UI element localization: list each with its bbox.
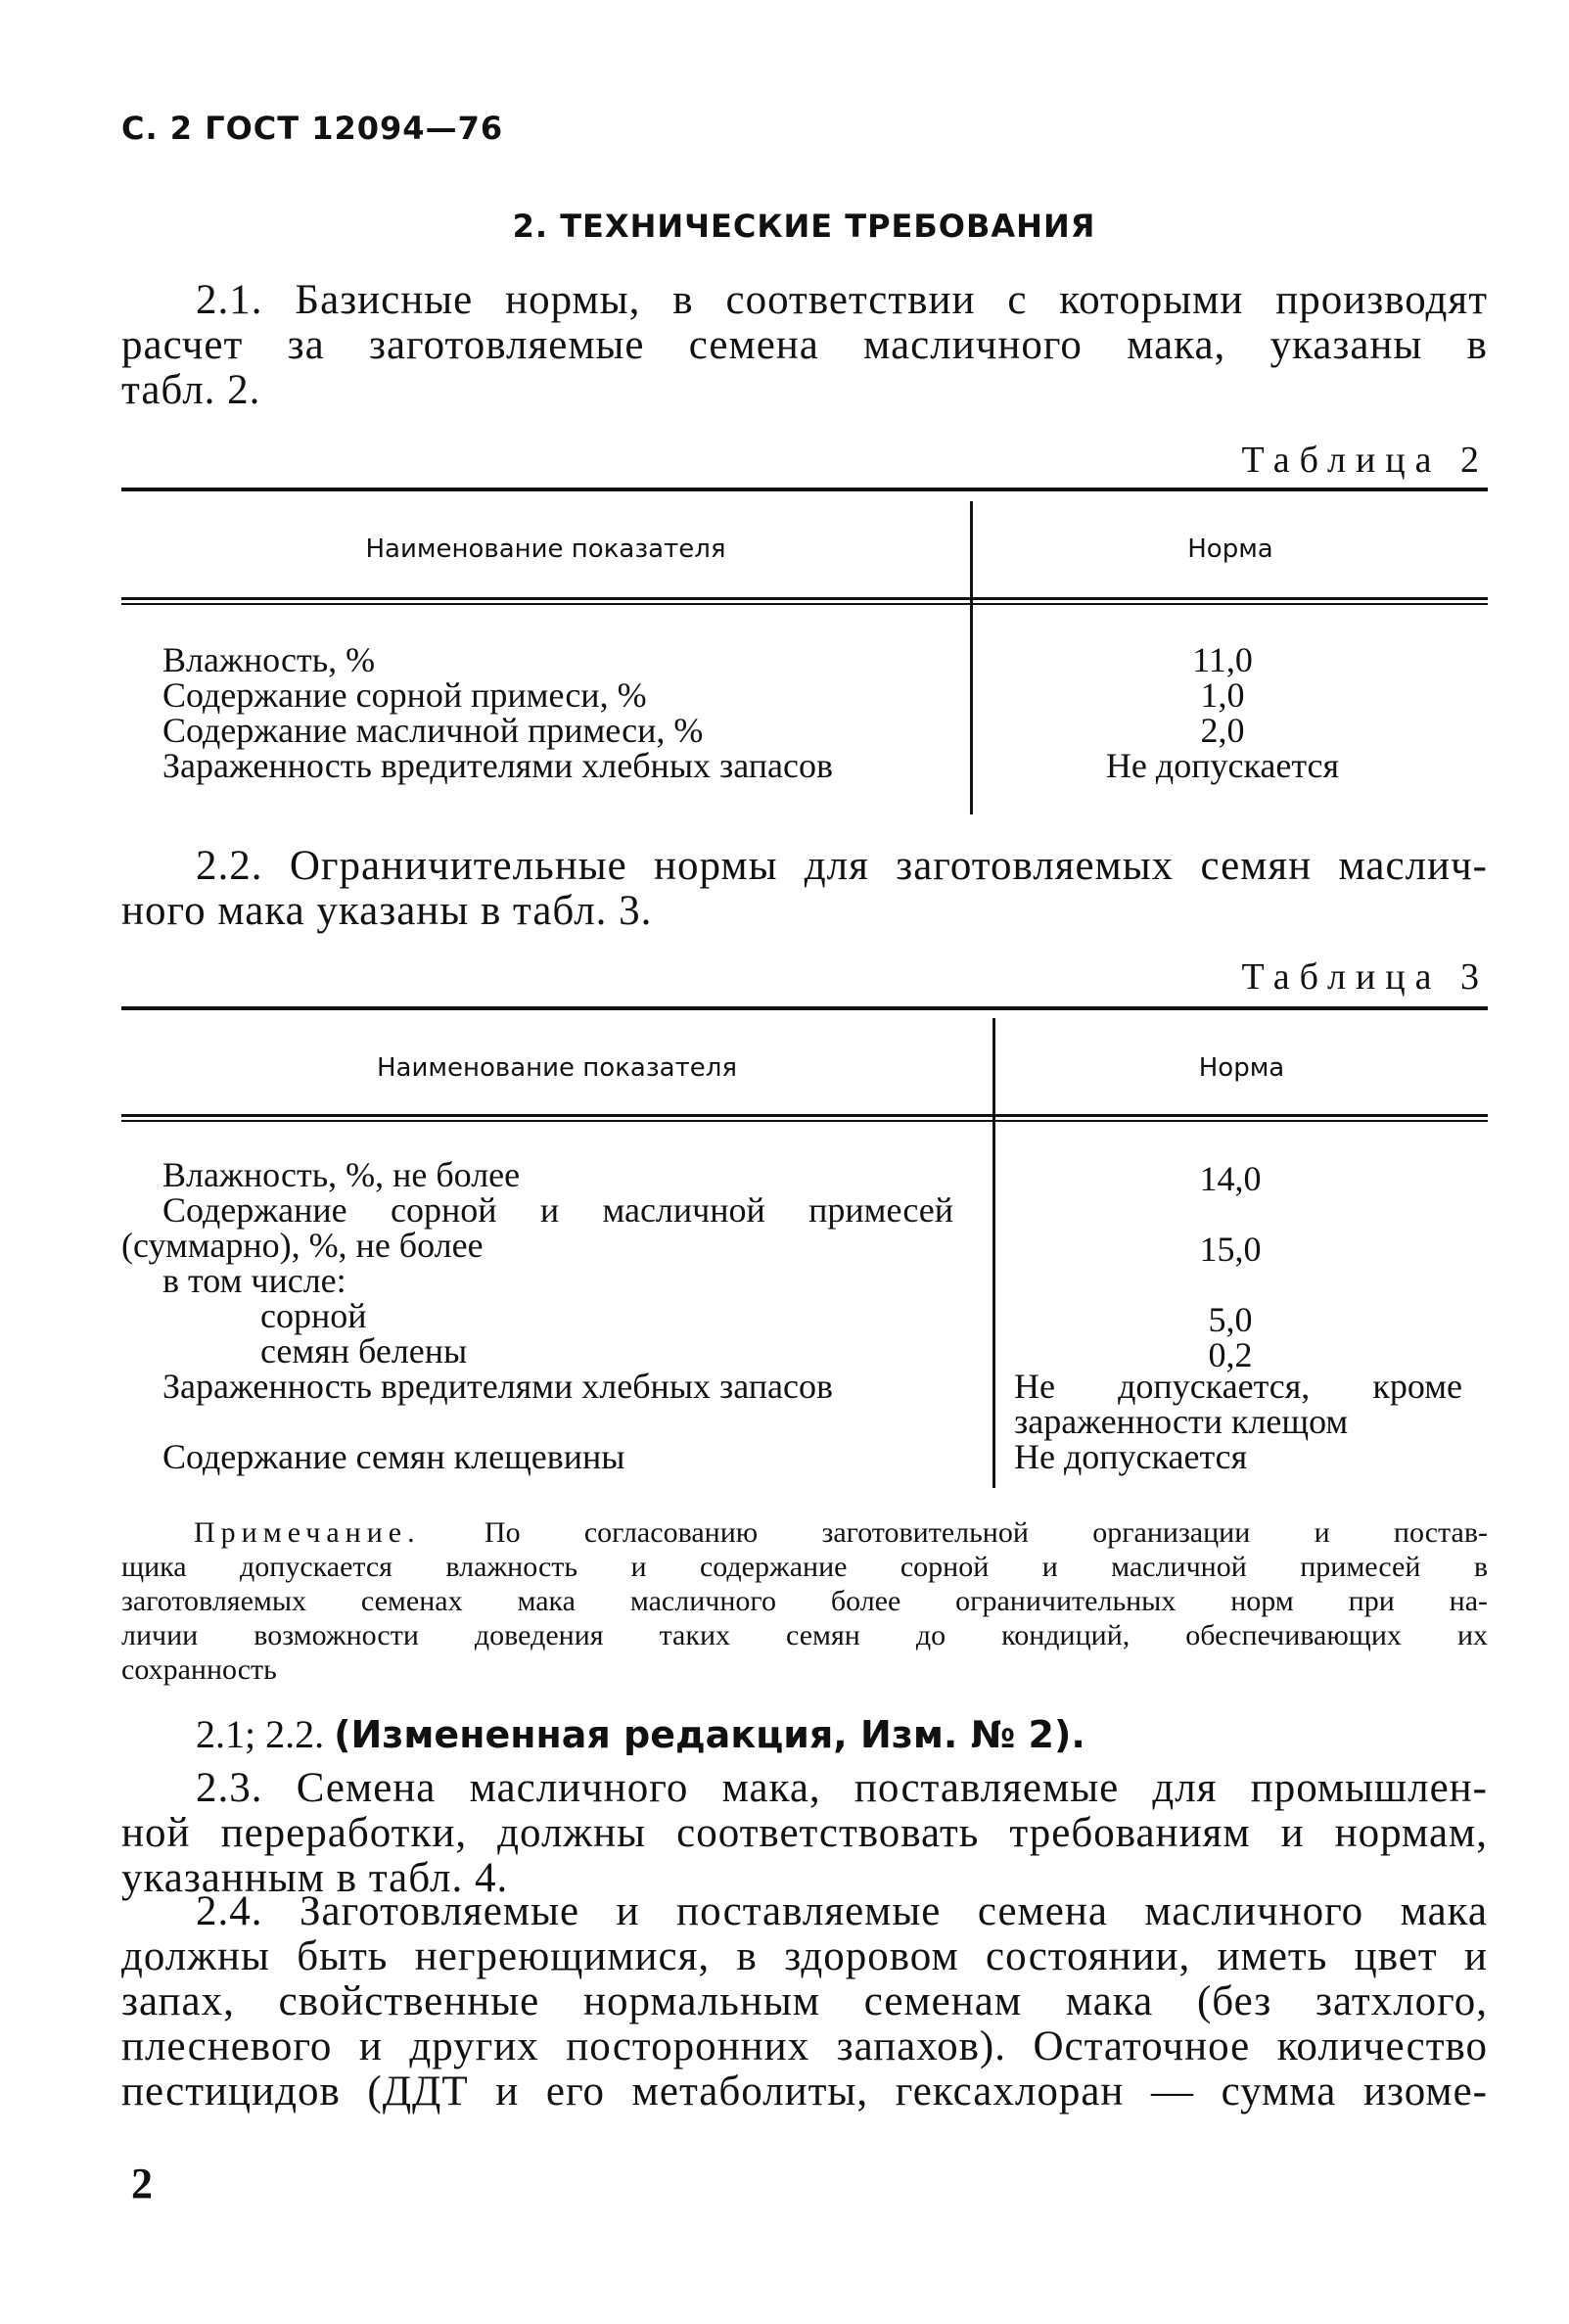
table-3-row-name-line-1: Содержание сорной и масличной примесей <box>162 1190 953 1230</box>
table-3-row-name <box>162 1192 1513 1228</box>
table-2 <box>121 488 1488 820</box>
table-2-row-value: Не допускается <box>1105 746 1340 785</box>
table-2-row-value: 2,0 <box>1200 711 1245 750</box>
table-3-row-name: сорной <box>260 1296 367 1335</box>
table-3-row-name-line-2: (суммарно), %, не более <box>121 1226 484 1265</box>
table-2-caption: Таблица 2 <box>1241 440 1489 481</box>
table-3-row-value: 15,0 <box>1199 1230 1262 1269</box>
paragraph-2-4 <box>121 1889 1488 2115</box>
table-3-row-name: Содержание семян клещевины <box>162 1437 625 1476</box>
p24-line-5: пестицидов (ДДТ и его метаболиты, гексахлоран — сумма изоме- <box>121 2068 1488 2115</box>
table-2-row-name: Содержание масличной примеси, % <box>162 711 704 750</box>
table-3-row-value-line-2: зараженности клещом <box>1014 1402 1349 1441</box>
p24-line-3: запах, свойственные нормальным семенам мака (без затхлого, <box>121 1978 1488 2024</box>
table-3-row-name: семян белены <box>260 1331 468 1371</box>
table-3-row-value: Не допускается <box>1014 1437 1248 1476</box>
table-3-row-value: 0,2 <box>1208 1335 1253 1374</box>
table-2-row-value: 1,0 <box>1200 675 1245 715</box>
paragraph-2-2 <box>121 844 1488 934</box>
running-header: С. 2 ГОСТ 12094—76 <box>121 110 504 147</box>
p21-line-2: расчет за заготовляемые семена масличного мака, указаны в <box>121 322 1488 368</box>
table-3-row-name: Влажность, %, не более <box>162 1155 521 1194</box>
table-2-row-name: Зараженность вредителями хлебных запасов <box>162 746 833 785</box>
p24-line-4: плесневого и других посторонних запахов). Остаточное количество <box>121 2023 1488 2069</box>
p23-line-3: указанным в табл. 4. <box>121 1855 509 1901</box>
note-line-5: сохранность <box>121 1653 277 1686</box>
page-number: 2 <box>131 2160 153 2208</box>
table-3-caption: Таблица 3 <box>1241 956 1489 998</box>
note-line-3: заготовляемых семенах мака масличного более ограничительных норм при на- <box>121 1585 1488 1617</box>
p21-line-1: 2.1. Базисные нормы, в соответствии с которыми производят <box>196 277 1488 323</box>
p24-line-1: 2.4. Заготовляемые и поставляемые семена масличного мака <box>196 1888 1488 1934</box>
table-3-header-name: Наименование показателя <box>376 1053 737 1083</box>
p24-line-2: должны быть негреющимися, в здоровом состоянии, иметь цвет и <box>121 1933 1488 1979</box>
amendment-prefix: 2.1; 2.2. <box>196 1712 325 1756</box>
paragraph-2-3 <box>121 1766 1488 1901</box>
p23-line-1: 2.3. Семена масличного мака, поставляемые для промышлен- <box>196 1765 1488 1811</box>
p21-line-3: табл. 2. <box>121 367 261 413</box>
note-label: Примечание. <box>194 1516 421 1549</box>
note-line-1: По согласованию заготовительной организации и постав- <box>484 1516 1488 1549</box>
table-note <box>121 1515 1488 1687</box>
table-2-row-name: Влажность, % <box>162 640 376 679</box>
table-2-row-value: 11,0 <box>1192 640 1253 679</box>
table-3-row-name: Зараженность вредителями хлебных запасов <box>162 1367 833 1406</box>
table-3-row-value-line-1: Не допускается, кроме <box>1014 1367 1462 1406</box>
amendment-text: (Измененная редакция, Изм. № 2). <box>334 1713 1085 1756</box>
p23-line-2: ной переработки, должны соответствовать требованиям и нормам, <box>121 1810 1488 1856</box>
table-2-row-name: Содержание сорной примеси, % <box>162 675 647 715</box>
table-3-header-norm: Норма <box>1198 1053 1285 1083</box>
note-line-4: личии возможности доведения таких семян до кондиций, обеспечивающих их <box>121 1619 1488 1651</box>
table-3-row-value: 5,0 <box>1208 1300 1253 1339</box>
table-3-row-value: 14,0 <box>1199 1159 1262 1198</box>
table-2-header-norm: Норма <box>1187 535 1273 564</box>
p22-line-2: ного мака указаны в табл. 3. <box>121 888 653 934</box>
table-3-row-name: в том числе: <box>162 1261 346 1300</box>
p22-line-1: 2.2. Ограничительные нормы для заготовляемых семян маслич- <box>196 843 1488 889</box>
section-title: 2. ТЕХНИЧЕСКИЕ ТРЕБОВАНИЯ <box>512 208 1096 245</box>
table-3 <box>121 1006 1488 1488</box>
paragraph-2-1 <box>121 278 1488 413</box>
note-line-2: щика допускается влажность и содержание сорной и масличной примесей в <box>121 1551 1488 1583</box>
amendment-line <box>196 1711 1085 1757</box>
table-2-header-name: Наименование показателя <box>365 535 726 564</box>
